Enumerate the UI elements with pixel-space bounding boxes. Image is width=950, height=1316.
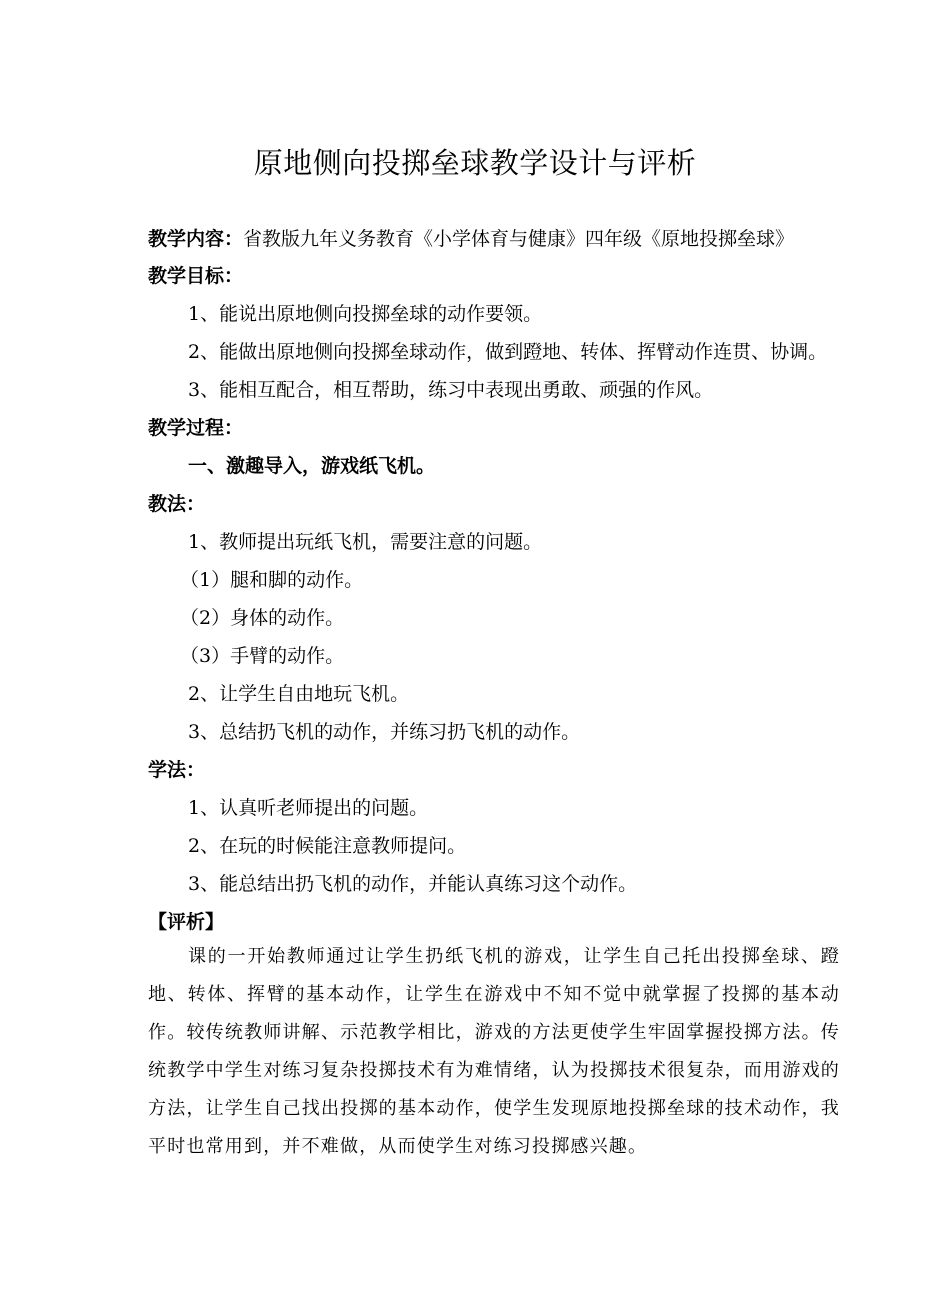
- teaching-goals-heading: 教学目标：: [148, 265, 244, 287]
- page-title: 原地侧向投掷垒球教学设计与评析: [253, 146, 697, 180]
- method-item: 1、教师提出玩纸飞机，需要注意的问题。: [188, 531, 543, 553]
- goal-item: 3、能相互配合，相互帮助，练习中表现出勇敢、顽强的作风。: [188, 379, 714, 401]
- goal-item: 2、能做出原地侧向投掷垒球动作，做到蹬地、转体、挥臂动作连贯、协调。: [188, 341, 828, 363]
- section-heading: 一、激趣导入，游戏纸飞机。: [188, 455, 436, 477]
- method-subitem: （1）腿和脚的动作。: [180, 569, 364, 591]
- learning-item: 2、在玩的时候能注意教师提问。: [188, 835, 467, 857]
- teaching-content-line: [148, 226, 794, 252]
- method-item: 3、总结扔飞机的动作，并练习扔飞机的动作。: [188, 721, 581, 743]
- learning-item: 1、认真听老师提出的问题。: [188, 797, 429, 819]
- teaching-content-text: 省教版九年义务教育《小学体育与健康》四年级《原地投掷垒球》: [243, 228, 795, 250]
- analysis-heading: 【评析】: [148, 911, 225, 933]
- learning-method-heading: 学法：: [148, 759, 206, 781]
- learning-item: 3、能总结出扔飞机的动作，并能认真练习这个动作。: [188, 873, 638, 895]
- goal-item: 1、能说出原地侧向投掷垒球的动作要领。: [188, 303, 543, 325]
- analysis-paragraph: 课的一开始教师通过让学生扔纸飞机的游戏，让学生自己托出投掷垒球、蹬地、转体、挥臂的基本动作，让学生在游戏中不知不觉中就掌握了投掷的基本动作。较传统教师讲解、示范教学相比，游戏的方法更使学生牢固掌握投掷方法。传统教学中学生对练习复杂投掷技术有为难情绪，认为投掷技术很复杂，而用游戏的方法，让学生自己找出投掷的基本动作，使学生发现原地投掷垒球的技术动作，我平时也常用到，并不难做，从而使学生对练习投掷感兴趣。: [148, 946, 840, 1157]
- method-item: 2、让学生自由地玩飞机。: [188, 683, 410, 705]
- teaching-content-label: 教学内容：: [148, 228, 244, 250]
- method-subitem: （2）身体的动作。: [180, 607, 345, 629]
- teaching-process-heading: 教学过程：: [148, 417, 244, 439]
- method-subitem: （3）手臂的动作。: [180, 645, 345, 667]
- teaching-method-heading: 教法：: [148, 493, 206, 515]
